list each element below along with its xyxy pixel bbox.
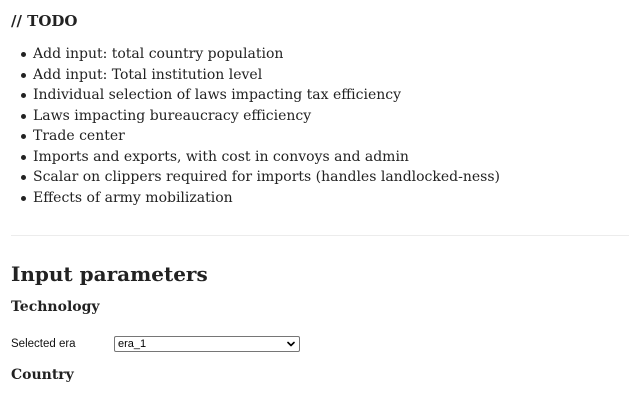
todo-item [11, 126, 500, 147]
bullet-icon [21, 52, 26, 57]
chevron-down-icon [287, 340, 295, 348]
todo-item-text: Add input: Total institution level [33, 66, 263, 83]
era-select[interactable] [114, 336, 300, 352]
todo-heading: // TODO [11, 12, 78, 30]
todo-item-text: Add input: total country population [33, 46, 284, 62]
technology-heading: Technology [11, 299, 100, 315]
todo-item [11, 188, 500, 209]
todo-item-text: Imports and exports, with cost in convoys and admin [33, 148, 409, 165]
selected-era-label: Selected era [11, 338, 76, 350]
input-parameters-title: Input parameters [11, 262, 208, 286]
bullet-icon [21, 134, 26, 139]
todo-item-text: Effects of army mobilization [33, 189, 233, 206]
bullet-icon [21, 93, 26, 98]
todo-item [11, 85, 500, 106]
bullet-icon [21, 114, 26, 119]
era-select-value: era_1 [118, 338, 147, 350]
bullet-icon [21, 196, 26, 201]
country-heading: Country [11, 367, 74, 383]
bullet-icon [21, 155, 26, 160]
todo-item [11, 147, 500, 168]
todo-list [11, 44, 500, 208]
todo-item-text: Scalar on clippers required for imports (handles landlocked-ness) [33, 169, 500, 185]
todo-item [11, 65, 500, 86]
todo-item [11, 44, 500, 65]
todo-item-text: Individual selection of laws impacting tax efficiency [33, 87, 402, 103]
todo-item-text: Laws impacting bureaucracy efficiency [33, 107, 312, 124]
section-divider [11, 235, 629, 236]
bullet-icon [21, 73, 26, 78]
todo-item [11, 167, 500, 188]
bullet-icon [21, 175, 26, 180]
todo-item-text: Trade center [33, 128, 125, 144]
todo-item [11, 106, 500, 127]
